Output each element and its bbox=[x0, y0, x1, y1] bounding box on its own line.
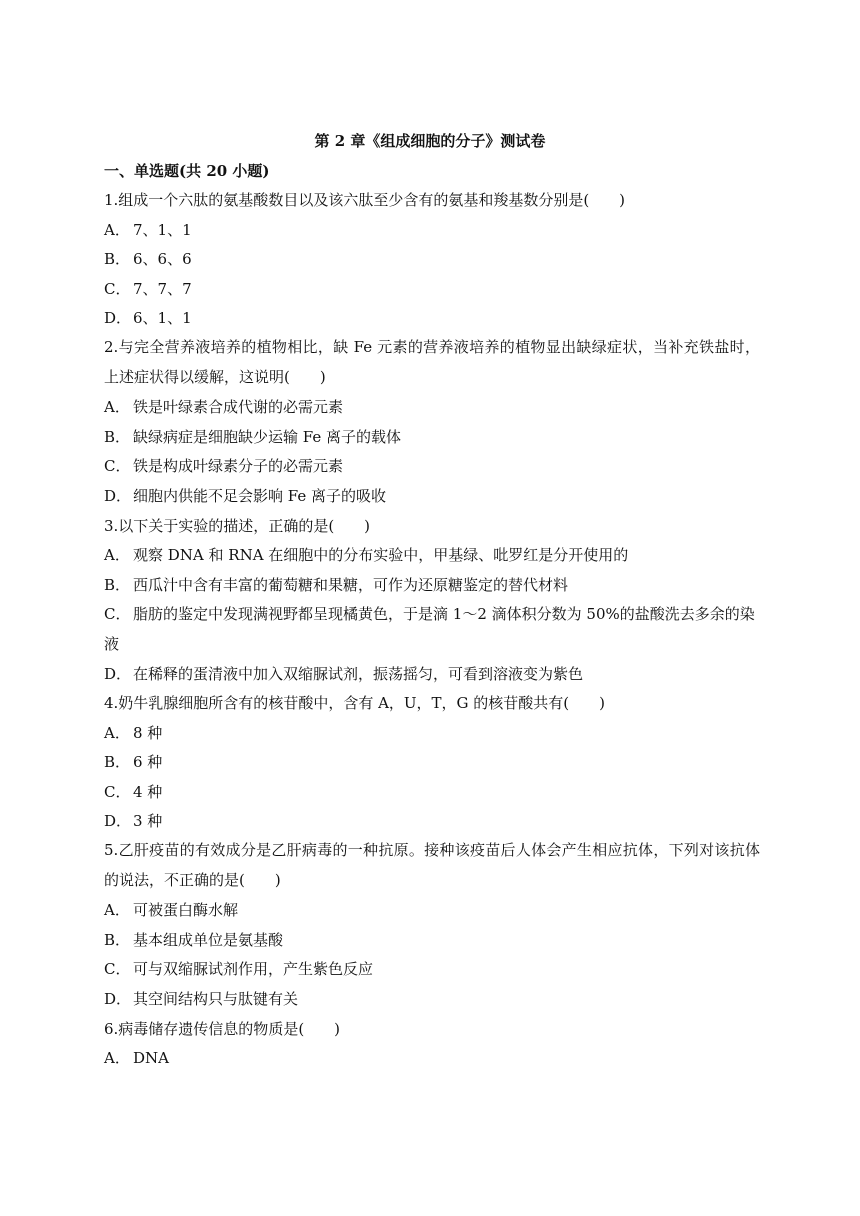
option-text: 脂肪的鉴定中发现满视野都呈现橘黄色，于是滴 1～2 滴体积分数为 50%的盐酸洗去多余的染 bbox=[133, 605, 755, 624]
question-stem: 5.乙肝疫苗的有效成分是乙肝病毒的一种抗原。接种该疫苗后人体会产生相应抗体，下列对该抗体的说法，不正确的是( ) bbox=[104, 841, 760, 889]
option-d bbox=[104, 663, 760, 685]
option-c bbox=[104, 603, 760, 625]
option-text: 6、1、1 bbox=[133, 309, 192, 328]
question-1 bbox=[104, 189, 760, 329]
option-letter: C． bbox=[104, 605, 131, 624]
option-c bbox=[104, 781, 760, 803]
option-letter: C． bbox=[104, 279, 131, 298]
option-text: 西瓜汁中含有丰富的葡萄糖和果糖，可作为还原糖鉴定的替代材料 bbox=[133, 575, 569, 594]
option-letter: C． bbox=[104, 960, 131, 979]
option-letter: B． bbox=[104, 427, 131, 446]
option-a bbox=[104, 899, 760, 921]
option-d bbox=[104, 988, 760, 1010]
option-letter: A． bbox=[104, 723, 130, 742]
option-d bbox=[104, 810, 760, 832]
option-b bbox=[104, 929, 760, 951]
option-letter: D． bbox=[104, 664, 132, 683]
option-letter: B． bbox=[104, 753, 131, 772]
option-letter: D． bbox=[104, 486, 132, 505]
question-6 bbox=[104, 1018, 760, 1070]
option-text: 6 种 bbox=[133, 753, 163, 772]
option-a bbox=[104, 396, 760, 418]
option-a bbox=[104, 544, 760, 566]
question-list bbox=[104, 189, 760, 1077]
option-letter: B． bbox=[104, 575, 131, 594]
option-text: 7、7、7 bbox=[133, 279, 192, 298]
option-text: 在稀释的蛋清液中加入双缩脲试剂，振荡摇匀，可看到溶液变为紫色 bbox=[133, 664, 584, 683]
option-letter: D． bbox=[104, 990, 132, 1009]
option-c bbox=[104, 455, 760, 477]
option-a bbox=[104, 722, 760, 744]
option-text: 3 种 bbox=[133, 812, 163, 831]
option-text: 可被蛋白酶水解 bbox=[133, 901, 239, 920]
question-stem: 1.组成一个六肽的氨基酸数目以及该六肽至少含有的氨基和羧基数分别是( ) bbox=[104, 191, 626, 209]
option-b bbox=[104, 574, 760, 596]
question-stem: 6.病毒储存遗传信息的物质是( ) bbox=[104, 1019, 341, 1038]
option-b bbox=[104, 248, 760, 270]
option-text: 8 种 bbox=[133, 723, 163, 742]
option-letter: A． bbox=[104, 1049, 130, 1068]
question-2 bbox=[104, 333, 760, 507]
option-letter: A． bbox=[104, 901, 130, 920]
option-letter: A． bbox=[104, 546, 130, 565]
option-d bbox=[104, 307, 760, 329]
option-text: 基本组成单位是氨基酸 bbox=[133, 930, 284, 949]
option-c-continuation: 液 bbox=[104, 634, 120, 653]
option-text: 铁是构成叶绿素分子的必需元素 bbox=[133, 457, 344, 476]
option-letter: C． bbox=[104, 457, 131, 476]
option-letter: A． bbox=[104, 398, 130, 417]
option-a bbox=[104, 219, 760, 241]
option-letter: B． bbox=[104, 250, 131, 269]
option-b bbox=[104, 426, 760, 448]
option-b bbox=[104, 751, 760, 773]
question-5 bbox=[104, 836, 760, 1010]
option-text: 其空间结构只与肽键有关 bbox=[133, 990, 299, 1009]
question-stem: 4.奶牛乳腺细胞所含有的核苷酸中，含有 A，U，T，G 的核苷酸共有( ) bbox=[104, 694, 606, 713]
option-text: 4 种 bbox=[133, 782, 163, 801]
option-c bbox=[104, 958, 760, 980]
question-4 bbox=[104, 692, 760, 832]
option-letter: A． bbox=[104, 220, 130, 239]
option-letter: B． bbox=[104, 930, 131, 949]
option-text: 观察 DNA 和 RNA 在细胞中的分布实验中，甲基绿、吡罗红是分开使用的 bbox=[133, 546, 629, 565]
option-letter: D． bbox=[104, 812, 132, 831]
option-letter: C． bbox=[104, 782, 131, 801]
option-text: 铁是叶绿素合成代谢的必需元素 bbox=[133, 398, 344, 417]
option-letter: D． bbox=[104, 309, 132, 328]
question-stem: 2.与完全营养液培养的植物相比，缺 Fe 元素的营养液培养的植物显出缺绿症状，当补充铁盐时，上述症状得以缓解，这说明( ) bbox=[104, 338, 760, 386]
option-text: 细胞内供能不足会影响 Fe 离子的吸收 bbox=[133, 486, 387, 505]
option-c bbox=[104, 278, 760, 300]
document-title: 第 2 章《组成细胞的分子》测试卷 bbox=[314, 132, 546, 150]
question-3 bbox=[104, 515, 760, 685]
option-d bbox=[104, 485, 760, 507]
section-heading: 一、单选题(共 20 小题) bbox=[104, 162, 270, 180]
option-text: 可与双缩脲试剂作用，产生紫色反应 bbox=[133, 960, 374, 979]
option-text: 7、1、1 bbox=[133, 220, 192, 239]
option-text: 缺绿病症是细胞缺少运输 Fe 离子的载体 bbox=[133, 427, 402, 446]
option-text: 6、6、6 bbox=[133, 250, 192, 269]
question-stem: 3.以下关于实验的描述，正确的是( ) bbox=[104, 516, 371, 535]
option-text: DNA bbox=[133, 1049, 169, 1068]
option-a bbox=[104, 1047, 760, 1069]
